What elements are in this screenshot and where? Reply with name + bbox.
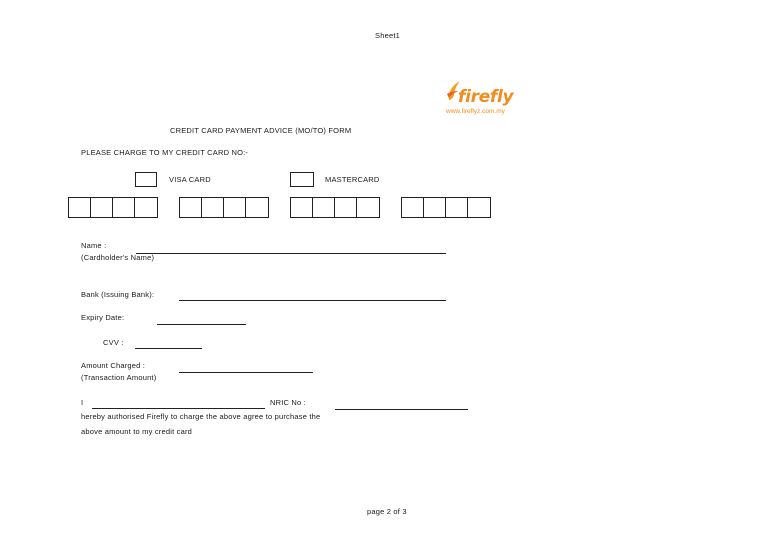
page-number: page 2 of 3: [367, 507, 407, 516]
authorise-text-line-1: hereby authorised Firefly to charge the above agree to purchase the: [81, 412, 321, 421]
authorise-text-line-2: above amount to my credit card: [81, 427, 193, 436]
card-number-group-1[interactable]: [68, 197, 158, 218]
cardholder-name-field[interactable]: [92, 408, 265, 409]
firefly-logo-url: www.fireflyz.com.my: [446, 108, 505, 115]
charge-instruction: PLEASE CHARGE TO MY CREDIT CARD NO:-: [81, 148, 249, 157]
card-number-group-2[interactable]: [179, 197, 269, 218]
card-number-group-3[interactable]: [290, 197, 380, 218]
amount-sublabel: (Transaction Amount): [81, 373, 157, 382]
sheet-title: Sheet1: [375, 31, 400, 40]
digit-box[interactable]: [69, 198, 91, 217]
firefly-logo-text: firefly: [458, 87, 514, 107]
digit-box[interactable]: [180, 198, 202, 217]
mastercard-checkbox[interactable]: [290, 172, 314, 187]
amount-field[interactable]: [179, 372, 313, 373]
name-sublabel: (Cardholder's Name): [81, 253, 155, 262]
name-label: Name :: [81, 241, 107, 250]
digit-box[interactable]: [335, 198, 357, 217]
digit-box[interactable]: [91, 198, 113, 217]
firefly-logo: [446, 80, 526, 120]
digit-box[interactable]: [202, 198, 224, 217]
nric-field[interactable]: [335, 409, 468, 410]
cvv-label: CVV :: [103, 338, 124, 347]
card-number-group-4[interactable]: [401, 197, 491, 218]
i-label: I: [81, 398, 84, 407]
bank-label: Bank (Issuing Bank):: [81, 290, 155, 299]
digit-box[interactable]: [224, 198, 246, 217]
amount-label: Amount Charged :: [81, 361, 146, 370]
digit-box[interactable]: [291, 198, 313, 217]
name-field[interactable]: [136, 253, 446, 254]
visa-label: VISA CARD: [169, 175, 211, 184]
form-title: CREDIT CARD PAYMENT ADVICE (MO/TO) FORM: [170, 126, 352, 135]
digit-box[interactable]: [113, 198, 135, 217]
digit-box[interactable]: [246, 198, 268, 217]
cvv-field[interactable]: [135, 348, 202, 349]
expiry-label: Expiry Date:: [81, 313, 125, 322]
digit-box[interactable]: [446, 198, 468, 217]
expiry-field[interactable]: [157, 324, 246, 325]
digit-box[interactable]: [424, 198, 446, 217]
digit-box[interactable]: [313, 198, 335, 217]
digit-box[interactable]: [135, 198, 157, 217]
bank-field[interactable]: [179, 300, 446, 301]
visa-checkbox[interactable]: [135, 172, 157, 187]
digit-box[interactable]: [402, 198, 424, 217]
digit-box[interactable]: [468, 198, 490, 217]
mastercard-label: MASTERCARD: [325, 175, 380, 184]
nric-label: NRIC No :: [270, 398, 306, 407]
digit-box[interactable]: [357, 198, 379, 217]
